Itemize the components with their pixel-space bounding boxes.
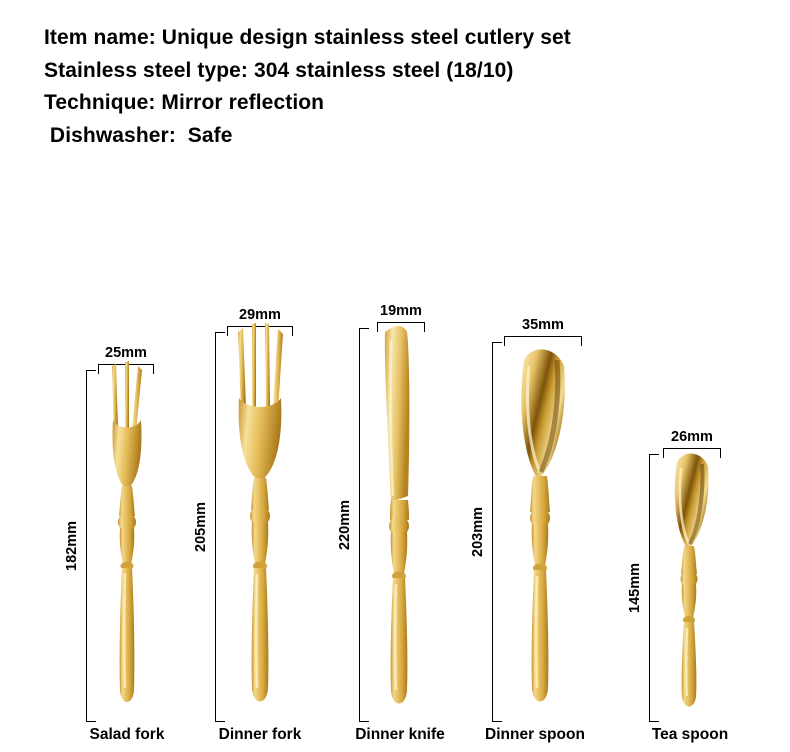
tea-spoon-length-label: 145mm [627, 563, 643, 613]
product-spec-block [44, 22, 744, 152]
cutlery-item-dinner-spoon [460, 252, 610, 752]
dinner-knife-length-line [359, 328, 360, 722]
tea-spoon-width-label: 26mm [671, 429, 713, 445]
dinner-fork-width-label: 29mm [239, 307, 281, 323]
dinner-fork-label: Dinner fork [218, 726, 302, 743]
salad-fork-image [92, 358, 162, 718]
salad-fork-length-tick-bottom [86, 721, 96, 722]
dinner-fork-length-line [215, 332, 216, 722]
spec-line-dishwasher: Dishwasher: Safe [44, 123, 233, 147]
dinner-fork-length-label: 205mm [193, 502, 209, 552]
cutlery-item-tea-spoon [615, 252, 765, 752]
cutlery-item-dinner-fork [185, 252, 335, 752]
tea-spoon-length-tick-bottom [649, 721, 659, 722]
dinner-knife-length-tick-bottom [359, 721, 369, 722]
dinner-spoon-image [498, 330, 588, 718]
tea-spoon-length-line [649, 454, 650, 722]
dinner-knife-label: Dinner knife [355, 726, 445, 743]
cutlery-dimensions-diagram [0, 190, 790, 752]
cutlery-item-dinner-knife [325, 252, 475, 752]
tea-spoon-image [657, 442, 729, 718]
spec-line-item-name: Item name: Unique design stainless steel cutlery set [44, 26, 571, 49]
dinner-spoon-length-line [492, 342, 493, 722]
spec-line-steel-type: Stainless steel type: 304 stainless steel (18/10) [44, 58, 514, 82]
dinner-knife-image [365, 316, 441, 718]
salad-fork-label: Salad fork [89, 726, 165, 743]
dinner-spoon-length-label: 203mm [470, 507, 486, 557]
salad-fork-length-line [86, 370, 87, 722]
dinner-spoon-length-tick-bottom [492, 721, 502, 722]
salad-fork-length-label: 182mm [64, 521, 80, 571]
dinner-knife-width-label: 19mm [380, 303, 422, 319]
salad-fork-width-label: 25mm [105, 345, 147, 361]
dinner-fork-image [221, 320, 299, 718]
tea-spoon-label: Tea spoon [651, 726, 729, 743]
spec-line-technique: Technique: Mirror reflection [44, 91, 325, 115]
dinner-spoon-label: Dinner spoon [485, 726, 585, 743]
dinner-spoon-width-label: 35mm [522, 317, 564, 333]
dinner-fork-length-tick-bottom [215, 721, 225, 722]
cutlery-item-salad-fork [52, 252, 202, 752]
dinner-knife-length-label: 220mm [337, 500, 353, 550]
